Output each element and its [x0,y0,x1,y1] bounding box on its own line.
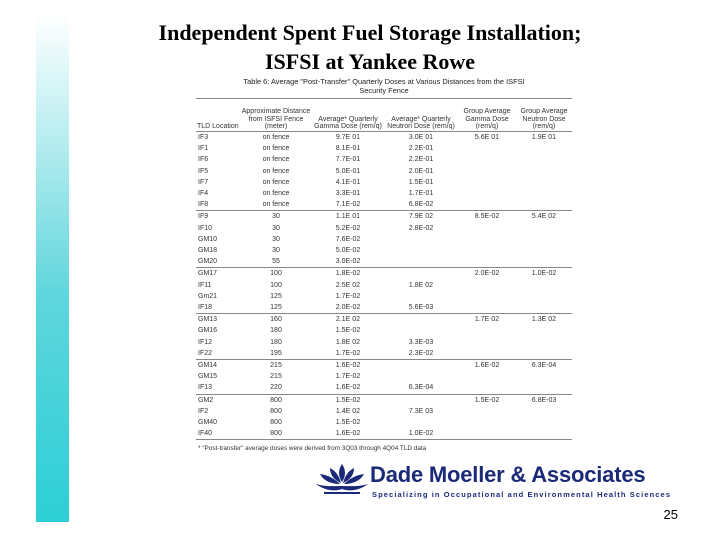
cell-group-neutron: 1.3E 02 [516,314,572,326]
cell-tld-location: IF9 [196,211,240,223]
cell-group-neutron [516,245,572,256]
cell-tld-location: GM16 [198,327,218,335]
cell-distance: 180 [270,327,282,335]
cell-group-neutron: 1.9E 01 [531,134,557,141]
cell-group-gamma [458,166,516,177]
company-tagline: Specializing in Occupational and Environmental Health Sciences [372,490,672,499]
table-row [196,166,572,177]
cell-gamma-dose: 1.6E-02 [312,428,384,440]
cell-group-neutron [516,302,572,314]
cell-gamma-dose: 1.6E-02 [312,360,384,372]
table-row [196,280,572,291]
cell-gamma-dose: 5.0E-02 [335,247,361,255]
cell-tld-location: IF5 [198,167,209,175]
cell-neutron-dose: 5.6E-03 [408,304,434,312]
cell-group-neutron [516,291,572,302]
cell-distance: 125 [270,292,282,300]
table-row [196,234,572,245]
table-row [196,348,572,360]
table-row [196,199,572,211]
table-row [196,371,572,382]
cell-group-neutron [516,234,572,245]
slide-title [0,18,720,76]
cell-group-neutron [516,188,572,199]
cell-group-gamma: 1.5E-02 [458,394,516,406]
cell-tld-location: GM10 [198,235,218,243]
cell-gamma-dose: 9.7E 01 [335,134,361,141]
table-row [196,223,572,234]
cell-distance: 180 [270,338,282,346]
cell-distance: 30 [240,211,312,223]
cell-neutron-dose: 2.0E-01 [408,167,434,175]
cell-gamma-dose: 1.5E-02 [335,419,361,427]
cell-distance: 100 [240,268,312,280]
cell-distance: 55 [272,258,280,266]
cell-group-neutron [516,280,572,291]
cell-neutron-dose [384,325,458,336]
cell-distance: on fence [262,145,290,153]
cell-neutron-dose: 6.8E-02 [408,201,434,209]
table-caption-line-2: Security Fence [359,86,409,95]
cell-distance: 30 [272,235,280,243]
cell-group-gamma [458,177,516,188]
cell-neutron-dose: 1.7E-01 [408,190,434,198]
cell-neutron-dose [384,291,458,302]
cell-distance: on fence [262,190,290,198]
cell-group-gamma [458,199,516,211]
cell-distance: 215 [270,373,282,381]
page-number: 25 [663,507,678,522]
cell-group-neutron [516,199,572,211]
cell-distance: 800 [240,428,312,440]
cell-tld-location: IF22 [198,349,213,357]
header-gamma-dose: Average* Quarterly Gamma Dose (rem/q) [312,99,384,132]
cell-group-gamma [458,223,516,234]
dose-table [196,98,572,440]
cell-group-gamma: 1.6E-02 [458,360,516,372]
cell-gamma-dose: 2.1E 02 [312,314,384,326]
cell-neutron-dose: 3.0E 01 [408,134,434,141]
cell-tld-location: GM17 [196,268,240,280]
cell-tld-location: IF8 [198,201,209,209]
cell-gamma-dose: 2.0E-02 [335,304,361,312]
cell-tld-location: IF18 [198,304,213,312]
cell-gamma-dose: 1.5E-02 [312,394,384,406]
cell-distance: 800 [270,407,282,415]
cell-group-gamma [458,371,516,382]
cell-group-neutron [516,325,572,336]
cell-distance: 125 [270,304,282,312]
cell-gamma-dose: 1.5E-02 [335,327,361,335]
cell-group-neutron [516,154,572,165]
cell-gamma-dose: 7.1E-02 [335,201,361,209]
cell-tld-location: GM40 [198,419,218,427]
cell-distance: 160 [240,314,312,326]
cell-neutron-dose [384,417,458,428]
cell-distance: on fence [262,156,290,164]
cell-gamma-dose: 8.1E-01 [335,145,361,153]
cell-neutron-dose: 2.2E-01 [408,145,434,153]
cell-tld-location: IF40 [196,428,240,440]
cell-group-gamma [458,302,516,314]
cell-neutron-dose: 1.5E-01 [408,178,434,186]
cell-tld-location: IF1 [198,145,209,153]
cell-gamma-dose: 7.7E-01 [335,156,361,164]
cell-group-neutron [516,223,572,234]
cell-neutron-dose: 7.3E 03 [408,407,434,415]
cell-group-gamma [458,348,516,360]
cell-group-neutron [516,371,572,382]
table-row [196,211,572,223]
cell-distance: on fence [262,167,290,175]
cell-group-neutron [516,177,572,188]
cell-neutron-dose [384,256,458,268]
cell-group-gamma: 2.0E-02 [458,268,516,280]
table-row [196,325,572,336]
cell-distance: 215 [240,360,312,372]
cell-group-gamma [458,245,516,256]
cell-tld-location: GM14 [196,360,240,372]
cell-tld-location: IF2 [198,407,209,415]
table-row [196,394,572,406]
cell-gamma-dose: 1.7E-02 [335,292,361,300]
cell-distance: 220 [270,384,282,392]
cell-group-neutron [516,417,572,428]
cell-gamma-dose: 3.0E-02 [335,258,361,266]
cell-group-gamma [458,256,516,268]
cell-group-gamma [458,325,516,336]
cell-gamma-dose: 1.4E 02 [335,407,361,415]
cell-tld-location: IF12 [198,338,213,346]
cell-neutron-dose [384,371,458,382]
table-caption-line-1: Table 6: Average "Post-Transfer" Quarterly Doses at Various Distances from the ISFSI [243,77,525,86]
cell-tld-location: IF6 [198,156,209,164]
cell-neutron-dose [384,268,458,280]
cell-group-gamma: 1.7E 02 [458,314,516,326]
table-body [196,132,572,440]
cell-tld-location: IF13 [198,384,213,392]
cell-neutron-dose [384,245,458,256]
cell-group-gamma [458,406,516,417]
cell-distance: on fence [262,134,290,141]
table-row [196,245,572,256]
cell-neutron-dose: 3.3E-03 [408,338,434,346]
table-caption [196,77,572,95]
cell-group-gamma [458,234,516,245]
decorative-side-bar [36,14,69,522]
title-line-2: ISFSI at Yankee Rowe [264,49,476,74]
table-row [196,154,572,165]
table-row [196,302,572,314]
cell-tld-location: GM15 [198,373,218,381]
cell-distance: on fence [262,201,290,209]
cell-neutron-dose: 6.3E-04 [408,384,434,392]
cell-group-neutron [516,337,572,348]
cell-group-gamma [458,154,516,165]
cell-gamma-dose: 1.7E-02 [335,349,361,357]
table-row [196,188,572,199]
cell-group-gamma [458,337,516,348]
cell-tld-location: GM2 [196,394,240,406]
cell-group-neutron [516,166,572,177]
table-row [196,256,572,268]
header-tld-location: TLD Location [196,99,240,132]
cell-neutron-dose [384,314,458,326]
table-footnote: * "Post-transfer" average doses were derived from 3Q03 through 4Q04 TLD data [198,445,427,452]
title-line-1: Independent Spent Fuel Storage Installation; [158,20,582,45]
cell-tld-location: IF4 [198,190,209,198]
cell-tld-location: Gm21 [198,292,218,300]
cell-gamma-dose: 5.2E-02 [335,224,361,232]
table-row [196,314,572,326]
company-logo [310,462,690,504]
cell-gamma-dose: 1.8E 02 [335,338,361,346]
cell-neutron-dose: 7.9E 02 [384,211,458,223]
cell-distance: 30 [272,224,280,232]
cell-neutron-dose: 1.8E 02 [408,281,434,289]
cell-gamma-dose: 5.0E-01 [335,167,361,175]
cell-group-neutron: 5.4E 02 [516,211,572,223]
cell-group-neutron [516,428,572,440]
cell-group-gamma: 8.5E-02 [458,211,516,223]
cell-tld-location: GM18 [198,247,218,255]
header-distance: Approximate Distance from ISFSI Fence (meter) [240,99,312,132]
table-header-row [196,99,572,132]
cell-tld-location: IF10 [198,224,213,232]
cell-distance: 30 [272,247,280,255]
cell-gamma-dose: 4.1E-01 [335,178,361,186]
cell-group-gamma [458,188,516,199]
cell-distance: 800 [240,394,312,406]
table-row [196,417,572,428]
table-row [196,291,572,302]
cell-neutron-dose [384,360,458,372]
table-row [196,177,572,188]
cell-group-neutron: 1.0E-02 [516,268,572,280]
cell-gamma-dose: 1.1E 01 [312,211,384,223]
cell-tld-location: IF7 [198,178,209,186]
cell-group-gamma: 5.6E 01 [474,134,500,141]
lotus-emblem-icon [314,462,370,498]
cell-group-neutron [516,348,572,360]
cell-group-gamma [458,291,516,302]
cell-tld-location: GM20 [198,258,218,266]
table-row [196,360,572,372]
cell-group-neutron [516,143,572,154]
cell-gamma-dose: 7.6E-02 [335,235,361,243]
table-row [196,428,572,440]
cell-gamma-dose: 1.7E-02 [335,373,361,381]
cell-group-gamma [458,143,516,154]
table-row [196,268,572,280]
cell-neutron-dose [384,234,458,245]
table-row [196,337,572,348]
cell-distance: on fence [262,178,290,186]
cell-tld-location: IF11 [198,281,212,289]
cell-tld-location: GM13 [196,314,240,326]
cell-group-neutron [516,256,572,268]
cell-group-gamma [458,428,516,440]
table-row [196,382,572,394]
company-name: Dade Moeller & Associates [370,462,646,487]
cell-gamma-dose: 3.3E-01 [335,190,361,198]
cell-neutron-dose [384,394,458,406]
cell-distance: 100 [270,281,282,289]
table-row [196,143,572,154]
header-neutron-dose: Average* Quarterly Neutron Dose (rem/q) [384,99,458,132]
cell-group-neutron [516,382,572,394]
cell-neutron-dose: 2.8E-02 [408,224,434,232]
cell-group-neutron: 6.8E-03 [516,394,572,406]
cell-group-gamma [458,280,516,291]
cell-neutron-dose: 1.0E-02 [384,428,458,440]
header-group-neutron: Group Average Neutron Dose (rem/q) [516,99,572,132]
cell-neutron-dose: 2.3E-02 [408,349,434,357]
cell-distance: 800 [270,419,282,427]
table-row [196,406,572,417]
header-group-gamma: Group Average Gamma Dose (rem/q) [458,99,516,132]
cell-group-neutron: 6.3E-04 [516,360,572,372]
cell-neutron-dose: 2.2E-01 [408,156,434,164]
cell-tld-location: IF3 [198,134,209,141]
cell-gamma-dose: 1.8E-02 [312,268,384,280]
cell-gamma-dose: 1.6E-02 [335,384,361,392]
table-row [196,132,572,144]
cell-group-gamma [458,382,516,394]
cell-group-neutron [516,406,572,417]
cell-distance: 195 [270,349,282,357]
cell-gamma-dose: 2.5E 02 [335,281,361,289]
cell-group-gamma [458,417,516,428]
